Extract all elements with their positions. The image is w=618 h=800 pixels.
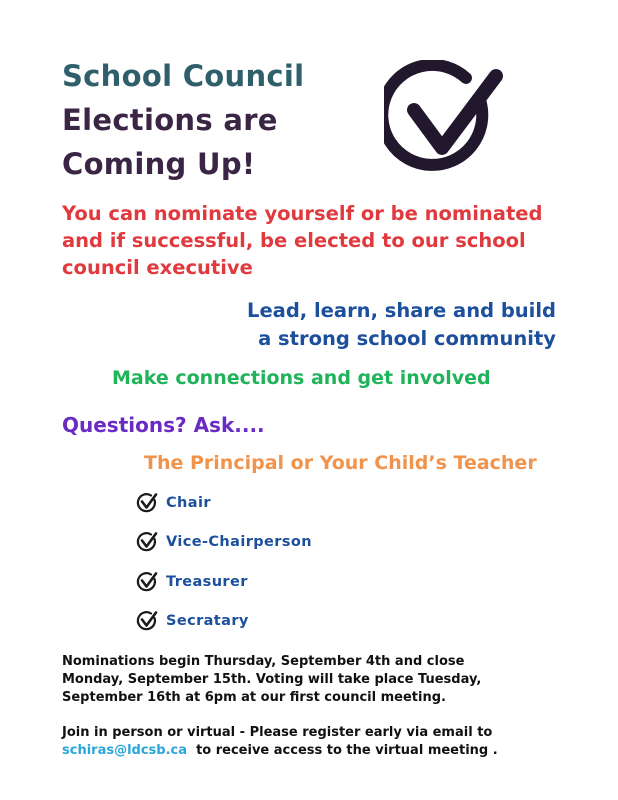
title-line-1: School Council: [62, 59, 305, 93]
intro-line-3: council executive: [62, 256, 253, 279]
intro-line-1: You can nominate yourself or be nominated: [62, 202, 543, 225]
title-line-3: Coming Up!: [62, 147, 256, 181]
list-item: [136, 562, 312, 602]
roles-list: [136, 483, 312, 641]
tagline-line-2: a strong school community: [258, 327, 556, 350]
list-item: [136, 523, 312, 563]
connections-text: Make connections and get involved: [112, 367, 491, 389]
checkmark-circle-icon: [136, 492, 158, 514]
email-link[interactable]: schiras@ldcsb.ca: [62, 743, 188, 758]
details-text: [62, 653, 562, 760]
list-item: [136, 483, 312, 523]
details-line-4: Join in person or virtual - Please register early via email to: [62, 725, 493, 740]
details-line-3: September 16th at 6pm at our first council meeting.: [62, 690, 446, 705]
role-label: Chair: [166, 494, 211, 511]
checkmark-circle-icon: [136, 571, 158, 593]
role-label: Secratary: [166, 613, 249, 630]
role-label: Vice-Chairperson: [166, 534, 312, 551]
details-line-2: Monday, September 15th. Voting will take place Tuesday,: [62, 672, 482, 687]
checkmark-circle-icon: [136, 531, 158, 553]
intro-line-2: and if successful, be elected to our school: [62, 229, 526, 252]
title-line-2: Elections are: [62, 103, 278, 137]
contact-text: The Principal or Your Child’s Teacher: [144, 452, 537, 474]
intro-text: [62, 200, 572, 281]
tagline-line-1: Lead, learn, share and build: [247, 299, 556, 322]
details-line-1: Nominations begin Thursday, September 4th and close: [62, 654, 465, 669]
details-line-5-rest: to receive access to the virtual meeting .: [187, 743, 498, 758]
tagline: [247, 297, 556, 353]
checkmark-circle-icon: [136, 610, 158, 632]
questions-heading: Questions? Ask....: [62, 413, 265, 437]
checkmark-circle-icon: [384, 60, 506, 182]
list-item: [136, 602, 312, 642]
details-line-5: [62, 742, 562, 760]
role-label: Treasurer: [166, 573, 248, 590]
